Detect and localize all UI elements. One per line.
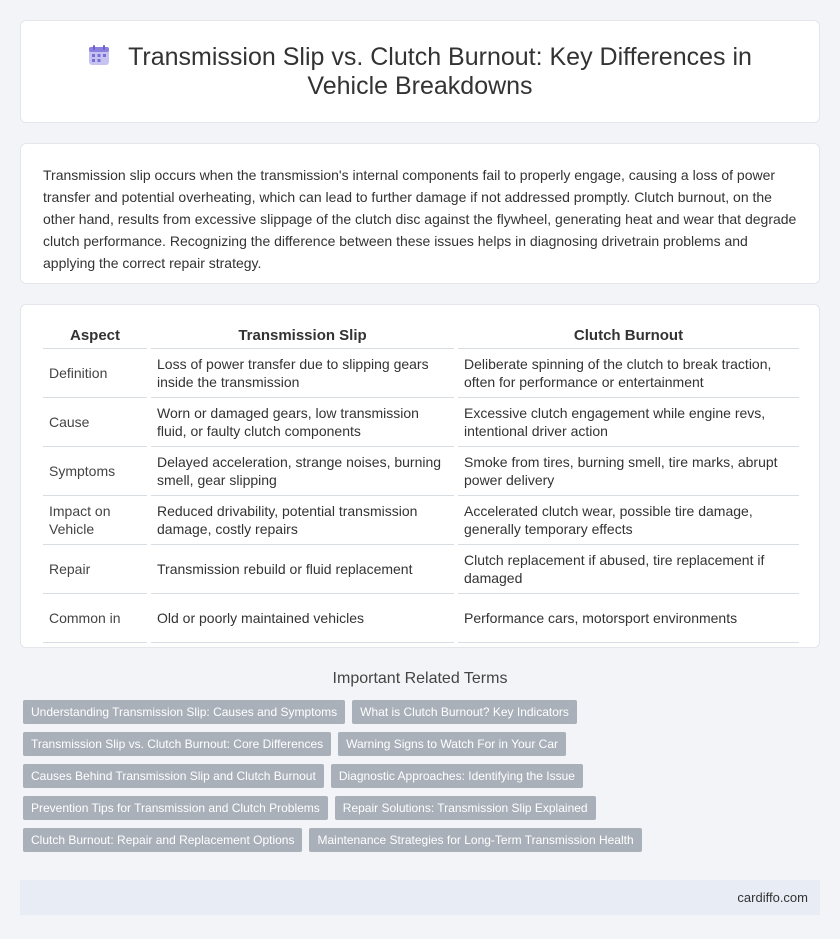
- page-footer: [20, 880, 820, 915]
- row-transmission-slip: Loss of power transfer due to slipping gears inside the transmission: [151, 349, 454, 398]
- related-term-tag[interactable]: Prevention Tips for Transmission and Clutch Problems: [23, 796, 328, 820]
- table-row: [43, 349, 799, 398]
- row-transmission-slip: Worn or damaged gears, low transmission fluid, or faulty clutch components: [151, 398, 454, 447]
- related-term-tag[interactable]: Causes Behind Transmission Slip and Clutch Burnout: [23, 764, 324, 788]
- row-clutch-burnout: Accelerated clutch wear, possible tire damage, generally temporary effects: [458, 496, 799, 545]
- column-header-transmission-slip: Transmission Slip: [151, 321, 454, 349]
- calendar-grid-icon: [88, 44, 110, 66]
- related-terms-tags: [23, 700, 813, 860]
- row-clutch-burnout: Smoke from tires, burning smell, tire marks, abrupt power delivery: [458, 447, 799, 496]
- related-term-tag[interactable]: Maintenance Strategies for Long-Term Transmission Health: [309, 828, 641, 852]
- row-aspect: Cause: [43, 398, 147, 447]
- intro-text: Transmission slip occurs when the transmission's internal components fail to properly engage, causing a loss of power transfer and potential overheating, which can lead to further damage if not addressed promptly. Clutch burnout, on the other hand, results from excessive slippage of the clutch disc against the flywheel, generating heat and wear that degrade clutch performance. Recognizing the difference between these issues helps in diagnosing drivetrain problems and applying the correct repair strategy.: [43, 167, 797, 271]
- page-title: [60, 43, 780, 101]
- row-transmission-slip: Delayed acceleration, strange noises, burning smell, gear slipping: [151, 447, 454, 496]
- footer-site-link[interactable]: cardiffo.com: [737, 890, 808, 905]
- related-term-tag[interactable]: Diagnostic Approaches: Identifying the Issue: [331, 764, 583, 788]
- comparison-card: [20, 304, 820, 648]
- related-term-tag[interactable]: Repair Solutions: Transmission Slip Explained: [335, 796, 596, 820]
- row-transmission-slip: Transmission rebuild or fluid replacement: [151, 545, 454, 594]
- table-row: [43, 496, 799, 545]
- column-header-clutch-burnout: Clutch Burnout: [458, 321, 799, 349]
- row-aspect: Impact on Vehicle: [43, 496, 147, 545]
- row-aspect: Common in: [43, 594, 147, 643]
- related-terms-section: [0, 670, 840, 860]
- row-clutch-burnout: Deliberate spinning of the clutch to break traction, often for performance or entertainment: [458, 349, 799, 398]
- row-aspect: Repair: [43, 545, 147, 594]
- related-term-tag[interactable]: Understanding Transmission Slip: Causes and Symptoms: [23, 700, 345, 724]
- related-term-tag[interactable]: Transmission Slip vs. Clutch Burnout: Core Differences: [23, 732, 331, 756]
- row-transmission-slip: Reduced drivability, potential transmission damage, costly repairs: [151, 496, 454, 545]
- column-header-aspect: Aspect: [43, 321, 147, 349]
- table-row: [43, 545, 799, 594]
- table-row: [43, 398, 799, 447]
- page-title-text: Transmission Slip vs. Clutch Burnout: Key Differences in Vehicle Breakdowns: [128, 42, 752, 100]
- page-header: [20, 20, 820, 123]
- row-clutch-burnout: Performance cars, motorsport environments: [458, 594, 799, 643]
- table-row: [43, 594, 799, 643]
- row-aspect: Definition: [43, 349, 147, 398]
- row-aspect: Symptoms: [43, 447, 147, 496]
- row-clutch-burnout: Excessive clutch engagement while engine revs, intentional driver action: [458, 398, 799, 447]
- related-term-tag[interactable]: What is Clutch Burnout? Key Indicators: [352, 700, 577, 724]
- related-terms-title: Important Related Terms: [332, 670, 508, 687]
- table-header-row: [43, 321, 799, 349]
- related-term-tag[interactable]: Clutch Burnout: Repair and Replacement Options: [23, 828, 302, 852]
- comparison-table: [43, 321, 799, 643]
- table-row: [43, 447, 799, 496]
- related-term-tag[interactable]: Warning Signs to Watch For in Your Car: [338, 732, 566, 756]
- row-transmission-slip: Old or poorly maintained vehicles: [151, 594, 454, 643]
- row-clutch-burnout: Clutch replacement if abused, tire replacement if damaged: [458, 545, 799, 594]
- intro-section: [20, 143, 820, 284]
